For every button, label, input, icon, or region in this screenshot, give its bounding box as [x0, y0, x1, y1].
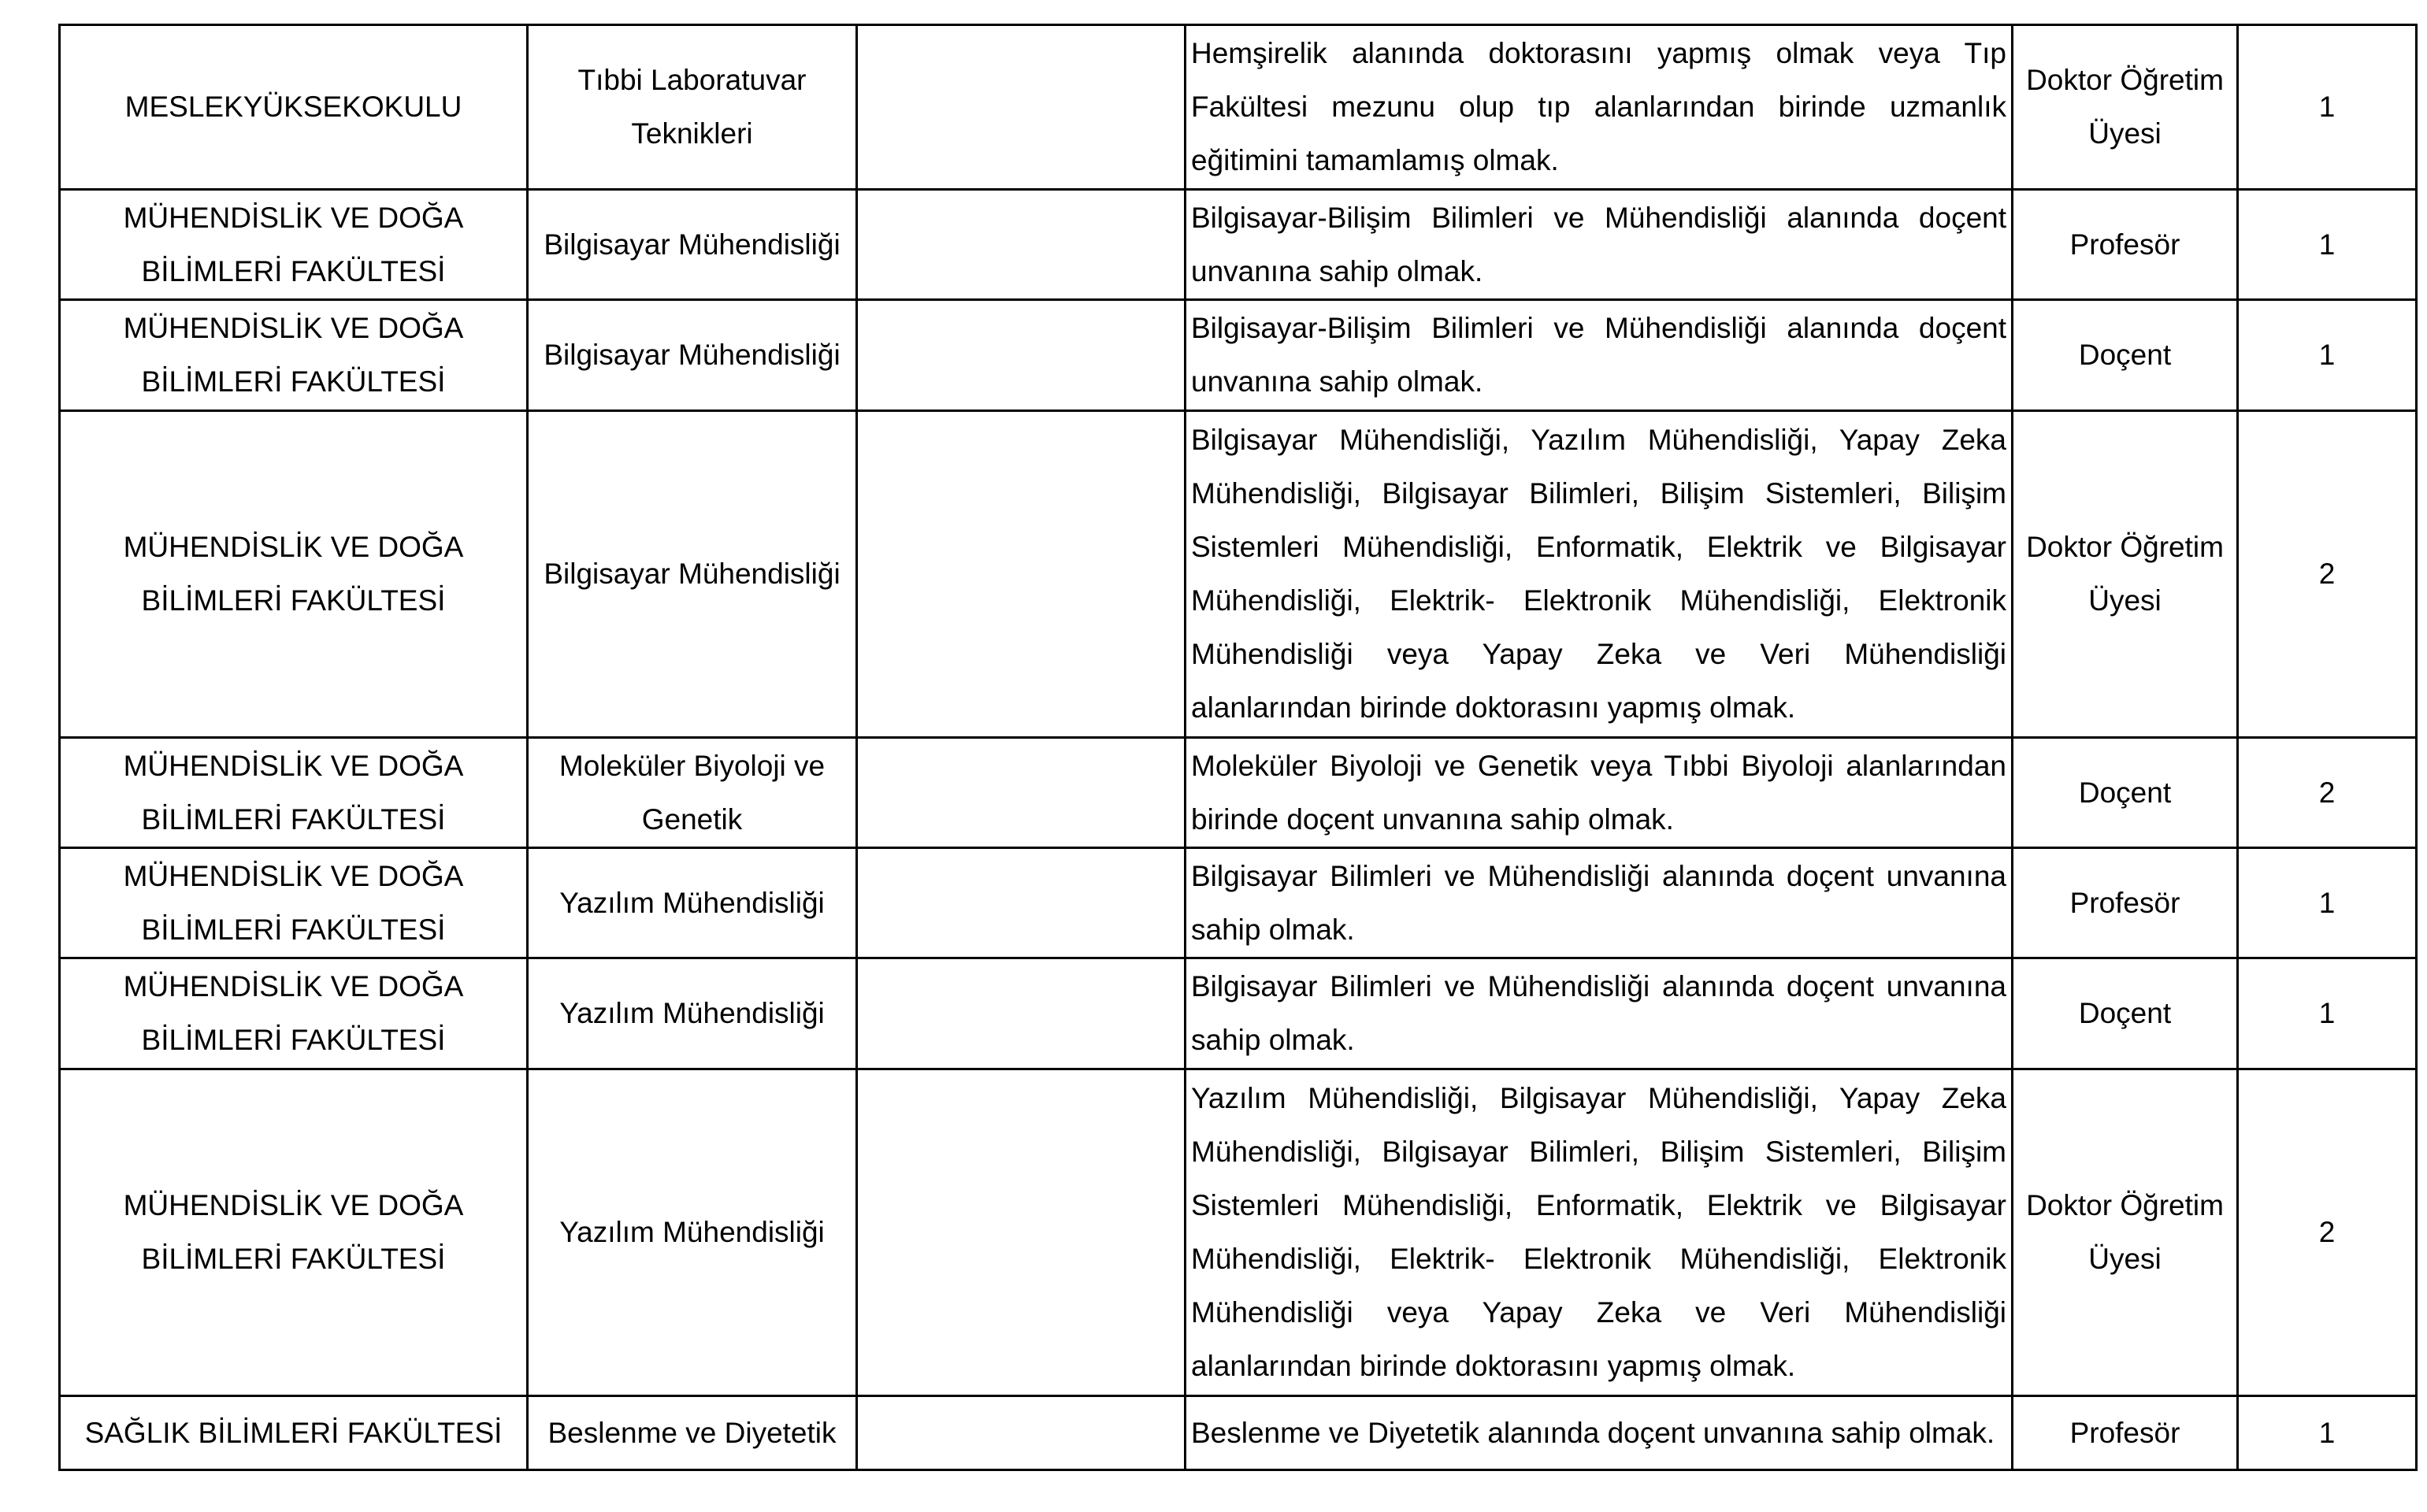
department-text: Bilgisayar Mühendisliği [544, 558, 841, 590]
title-cell [2013, 1396, 2238, 1470]
unit-cell [60, 848, 528, 958]
requirement-text: Beslenme ve Diyetetik alanında doçent unvanına sahip olmak. [1191, 1416, 1995, 1449]
count-text: 1 [2318, 886, 2336, 919]
table-row [60, 411, 2417, 738]
unit-cell [60, 190, 528, 300]
title-cell [2013, 190, 2238, 300]
department-cell [528, 190, 857, 300]
requirement-text: Bilgisayar-Bilişim Bilimleri ve Mühendisliği alanında doçent unvanına sahip olmak. [1191, 312, 2006, 398]
subdivision-cell [857, 25, 1186, 190]
unit-cell [60, 411, 528, 738]
subdivision-cell [857, 411, 1186, 738]
title-text: Doçent [2078, 339, 2172, 371]
department-cell [528, 1069, 857, 1396]
count-text: 2 [2318, 776, 2336, 809]
department-cell [528, 25, 857, 190]
department-cell [528, 411, 857, 738]
table-row [60, 300, 2417, 411]
unit-text: MÜHENDİSLİK VE DOĞA BİLİMLERİ FAKÜLTESİ [123, 312, 464, 398]
table-row [60, 1396, 2417, 1470]
title-text: Doçent [2078, 776, 2172, 809]
unit-cell [60, 1069, 528, 1396]
department-text: Yazılım Mühendisliği [559, 1216, 825, 1248]
requirement-cell [1186, 300, 2013, 411]
requirement-cell [1186, 25, 2013, 190]
count-text: 2 [2318, 558, 2336, 590]
unit-text: MÜHENDİSLİK VE DOĞA BİLİMLERİ FAKÜLTESİ [123, 970, 464, 1056]
title-text: Doktor Öğretim Üyesi [2026, 531, 2224, 617]
subdivision-cell [857, 1069, 1186, 1396]
subdivision-cell [857, 190, 1186, 300]
requirement-text: Hemşirelik alanında doktorasını yapmış olmak veya Tıp Fakültesi mezunu olup tıp alanlarından birinde uzmanlık eğitimini tamamlamış olmak. [1191, 37, 2006, 176]
count-text: 1 [2318, 1416, 2336, 1449]
department-text: Bilgisayar Mühendisliği [544, 339, 841, 371]
table-row [60, 738, 2417, 848]
title-cell [2013, 300, 2238, 411]
title-cell [2013, 848, 2238, 958]
unit-text: SAĞLIK BİLİMLERİ FAKÜLTESİ [84, 1416, 503, 1449]
table-row [60, 848, 2417, 958]
count-cell [2238, 300, 2417, 411]
unit-text: MÜHENDİSLİK VE DOĞA BİLİMLERİ FAKÜLTESİ [123, 859, 464, 946]
department-cell [528, 1396, 857, 1470]
subdivision-cell [857, 848, 1186, 958]
requirement-cell [1186, 738, 2013, 848]
count-cell [2238, 848, 2417, 958]
title-text: Profesör [2069, 886, 2180, 919]
title-cell [2013, 738, 2238, 848]
requirement-text: Bilgisayar Bilimleri ve Mühendisliği alanında doçent unvanına sahip olmak. [1191, 859, 2006, 946]
requirement-text: Bilgisayar Bilimleri ve Mühendisliği alanında doçent unvanına sahip olmak. [1191, 970, 2006, 1056]
department-cell [528, 300, 857, 411]
unit-text: MESLEKYÜKSEKOKULU [124, 91, 462, 123]
unit-cell [60, 738, 528, 848]
requirement-cell [1186, 958, 2013, 1069]
title-text: Doçent [2078, 997, 2172, 1029]
requirement-text: Yazılım Mühendisliği, Bilgisayar Mühendisliği, Yapay Zeka Mühendisliği, Bilgisayar Bilimleri, Bilişim Sistemleri, Bilişim Sistemleri Mühendisliği, Enformatik, Elektrik ve Bilgisayar Mühendisliği, Elektrik- Elektronik Mühendisliği, Elektronik Mühendisliği veya Yapay Zeka ve Veri Mühendisliği alanlarından birinde doktorasını yapmış olmak. [1191, 1082, 2006, 1382]
unit-text: MÜHENDİSLİK VE DOĞA BİLİMLERİ FAKÜLTESİ [123, 749, 464, 836]
department-cell [528, 738, 857, 848]
count-text: 2 [2318, 1216, 2336, 1248]
title-cell [2013, 411, 2238, 738]
subdivision-cell [857, 958, 1186, 1069]
count-text: 1 [2318, 997, 2336, 1029]
department-text: Tıbbi Laboratuvar Teknikleri [577, 64, 807, 150]
requirement-cell [1186, 411, 2013, 738]
requirement-text: Bilgisayar-Bilişim Bilimleri ve Mühendisliği alanında doçent unvanına sahip olmak. [1191, 201, 2006, 287]
staff-positions-table [58, 24, 2418, 1471]
requirement-text: Bilgisayar Mühendisliği, Yazılım Mühendisliği, Yapay Zeka Mühendisliği, Bilgisayar Bilimleri, Bilişim Sistemleri, Bilişim Sistemleri Mühendisliği, Enformatik, Elektrik ve Bilgisayar Mühendisliği, Elektrik- Elektronik Mühendisliği, Elektronik Mühendisliği veya Yapay Zeka ve Veri Mühendisliği alanlarından birinde doktorasını yapmış olmak. [1191, 424, 2006, 724]
unit-cell [60, 25, 528, 190]
department-cell [528, 958, 857, 1069]
count-cell [2238, 738, 2417, 848]
unit-cell [60, 1396, 528, 1470]
subdivision-cell [857, 1396, 1186, 1470]
table-row [60, 190, 2417, 300]
requirement-cell [1186, 848, 2013, 958]
department-text: Yazılım Mühendisliği [559, 886, 825, 919]
title-text: Doktor Öğretim Üyesi [2026, 1189, 2224, 1275]
count-text: 1 [2318, 228, 2336, 261]
requirement-cell [1186, 1396, 2013, 1470]
subdivision-cell [857, 738, 1186, 848]
count-cell [2238, 958, 2417, 1069]
count-cell [2238, 1396, 2417, 1470]
count-text: 1 [2318, 339, 2336, 371]
department-text: Yazılım Mühendisliği [559, 997, 825, 1029]
table-row [60, 1069, 2417, 1396]
count-cell [2238, 1069, 2417, 1396]
requirement-cell [1186, 1069, 2013, 1396]
title-text: Profesör [2069, 1416, 2180, 1449]
department-text: Bilgisayar Mühendisliği [544, 228, 841, 261]
department-text: Beslenme ve Diyetetik [547, 1416, 837, 1449]
table-row [60, 958, 2417, 1069]
department-cell [528, 848, 857, 958]
subdivision-cell [857, 300, 1186, 411]
requirement-text: Moleküler Biyoloji ve Genetik veya Tıbbi Biyoloji alanlarından birinde doçent unvanına sahip olmak. [1191, 749, 2006, 836]
count-cell [2238, 25, 2417, 190]
count-cell [2238, 411, 2417, 738]
title-cell [2013, 1069, 2238, 1396]
table-row [60, 25, 2417, 190]
count-text: 1 [2318, 91, 2336, 123]
unit-text: MÜHENDİSLİK VE DOĞA BİLİMLERİ FAKÜLTESİ [123, 1189, 464, 1275]
count-cell [2238, 190, 2417, 300]
title-text: Profesör [2069, 228, 2180, 261]
title-cell [2013, 25, 2238, 190]
title-text: Doktor Öğretim Üyesi [2026, 64, 2224, 150]
unit-cell [60, 300, 528, 411]
title-cell [2013, 958, 2238, 1069]
unit-text: MÜHENDİSLİK VE DOĞA BİLİMLERİ FAKÜLTESİ [123, 201, 464, 287]
requirement-cell [1186, 190, 2013, 300]
unit-text: MÜHENDİSLİK VE DOĞA BİLİMLERİ FAKÜLTESİ [123, 531, 464, 617]
department-text: Moleküler Biyoloji ve Genetik [559, 749, 826, 836]
unit-cell [60, 958, 528, 1069]
